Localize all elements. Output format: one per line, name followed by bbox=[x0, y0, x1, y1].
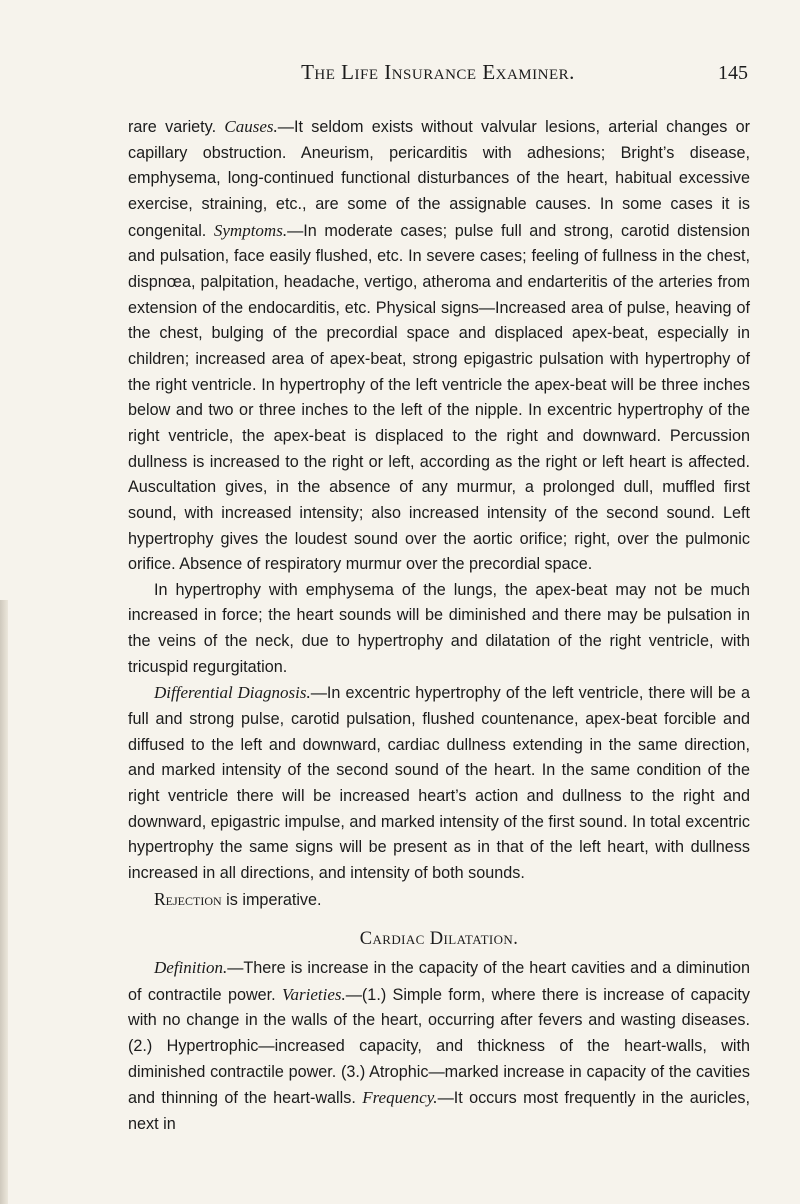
text-run: —It occurs most frequently in the auricles, next in bbox=[128, 1089, 751, 1133]
paragraph-causes-symptoms bbox=[128, 114, 750, 578]
text-run: —(1.) Simple form, where there is increase of capacity with no change in the walls of the heart, occurring after fevers and wasting diseases. (2.) Hypertrophic—increased capacity, and thickness of the heart-walls, with diminished contractile power. (3.) Atrophic—marked increase in capacity of the cavities and thinning of the heart-walls. bbox=[128, 985, 750, 1108]
paragraph-differential-diagnosis bbox=[128, 680, 750, 886]
italic-differential-diagnosis: Differential Diagnosis. bbox=[154, 683, 311, 703]
text-run: rare variety. bbox=[128, 118, 225, 136]
section-heading-cardiac-dilatation: Cardiac Dilatation. bbox=[359, 929, 519, 950]
running-head-text: The Life Insurance Examiner. bbox=[301, 60, 575, 84]
italic-varieties: Varieties. bbox=[281, 984, 346, 1004]
paragraph-rejection bbox=[128, 887, 750, 914]
paragraph-definition bbox=[128, 955, 750, 1138]
body-text bbox=[128, 114, 750, 1138]
italic-symptoms: Symptoms. bbox=[213, 220, 288, 240]
text-run: —In excentric hypertrophy of the left ventricle, there will be a full and strong pulse, carotid pulsation, flushed countenance, apex-beat forcible and diffused to the left and downward, cardiac dullness extending in the same direction, and marked intensity of the second sound of the heart. In the same condition of the right ventricle there will be increased heart’s action and dullness to the right and downward, epigastric impulse, and marked intensity of the first sound. In total excentric hypertrophy the same signs will be present as in that of the left heart, with dullness increased in all directions, and intensity of both sounds. bbox=[128, 684, 751, 883]
text-run: —In moderate cases; pulse full and strong, carotid distension and pulsation, face easily flushed, etc. In severe cases; feeling of fullness in the chest, dispnœa, palpitation, headache, vertigo, atheroma and endarteritis of the arteries from extension of the endocarditis, etc. Physical signs—Increased area of pulse, heaving of the chest, bulging of the precordial space and displaced apex-beat, especially in children; increased area of apex-beat, strong epigastric pulsation with hypertrophy of the right ventricle. In hypertrophy of the left ventricle the apex-beat will be three inches below and two or three inches to the left of the nipple. In excentric hypertrophy of the right ventricle, the apex-beat is displaced to the right and downward. Percussion dullness is increased to the right or left, according as the right or left heart is affected. Auscultation gives, in the absence of any murmur, a prolonged dull, muffled first sound, with increased intensity; also increased intensity of the second sound. Left hypertrophy gives the loudest sound over the aortic orifice; right, over the pulmonic orifice. Absence of respiratory murmur over the precordial space. bbox=[128, 221, 751, 574]
rejection-word: Rejection bbox=[154, 888, 222, 909]
italic-definition: Definition. bbox=[154, 958, 228, 977]
page-spine-shadow bbox=[0, 600, 8, 1204]
running-head bbox=[128, 60, 748, 85]
italic-causes: Causes. bbox=[224, 117, 278, 136]
text-run: —It seldom exists without valvular lesions, arterial changes or capillary obstruction. Aneurism, pericarditis with adhesions; Bright’s disease, emphysema, long-continued functional disturbances of the heart, habitual excessive exercise, straining, etc., are some of the assignable causes. In some cases it is congenital. bbox=[128, 118, 751, 240]
page-header bbox=[128, 58, 748, 88]
text-run: is imperative. bbox=[221, 890, 322, 909]
paragraph-emphysema: In hypertrophy with emphysema of the lungs, the apex-beat may not be much increased in force; the heart sounds will be diminished and there may be pulsation in the veins of the neck, due to hypertrophy and dilatation of the right ventricle, with tricuspid regurgitation. bbox=[128, 580, 750, 676]
page-number: 145 bbox=[718, 62, 748, 84]
italic-frequency: Frequency. bbox=[362, 1088, 438, 1108]
text-run: —There is increase in the capacity of the heart cavities and a diminution of contractile power. bbox=[128, 959, 750, 1004]
